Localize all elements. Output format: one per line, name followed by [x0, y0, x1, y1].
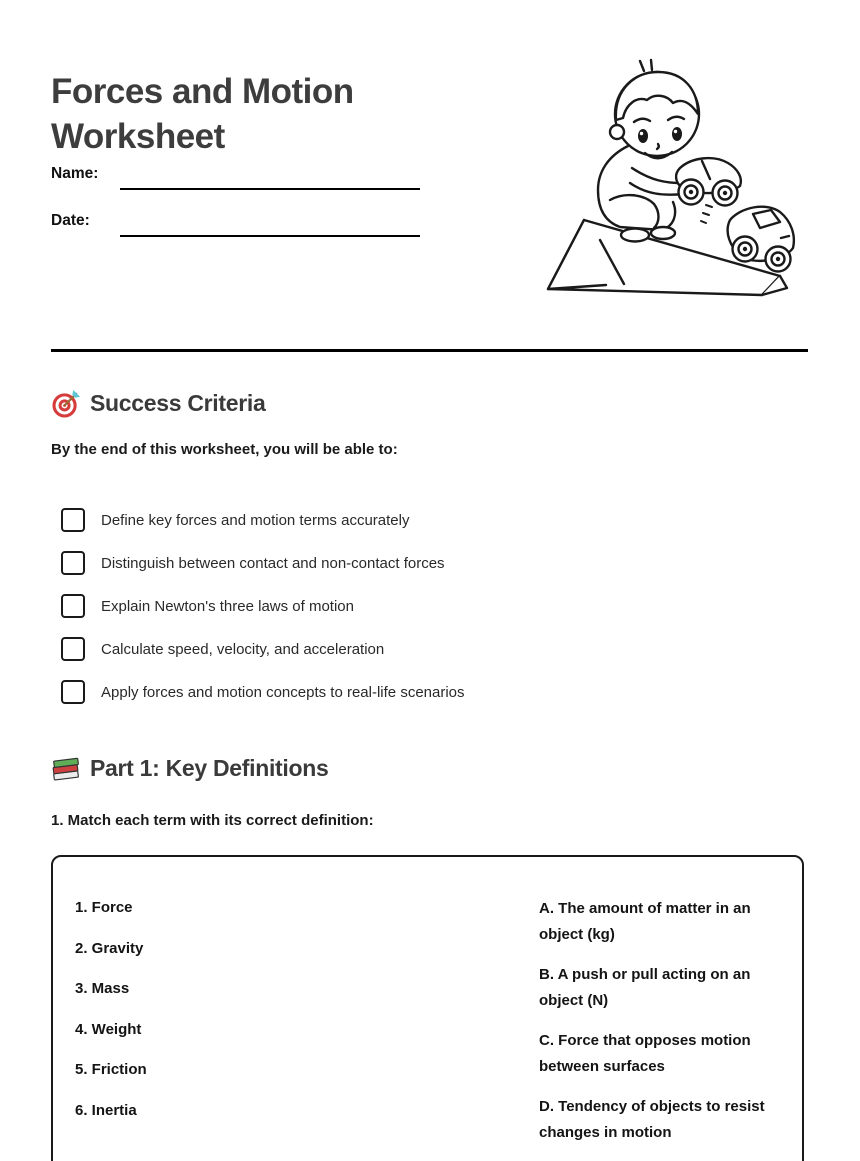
- part1-prompt: 1. Match each term with its correct definition:: [51, 812, 374, 829]
- term-item[interactable]: 2. Gravity: [75, 939, 144, 957]
- checkbox[interactable]: [61, 551, 85, 575]
- part1-heading: [51, 753, 329, 784]
- checklist-row: [61, 552, 445, 574]
- name-label: Name:: [51, 165, 99, 182]
- checklist-item-label: Calculate speed, velocity, and acceleration: [101, 640, 385, 658]
- term-item[interactable]: 3. Mass: [75, 980, 130, 997]
- checklist-item-label: Apply forces and motion concepts to real-life scenarios: [101, 683, 465, 701]
- term-item[interactable]: 1. Force: [75, 899, 133, 916]
- part1-title: Part 1: Key Definitions: [90, 755, 329, 781]
- page-title: Forces and Motion Worksheet: [51, 72, 354, 157]
- checklist-row: [61, 638, 384, 660]
- checkbox[interactable]: [61, 594, 85, 618]
- checklist-item-label: Explain Newton's three laws of motion: [101, 597, 354, 615]
- definition-item[interactable]: D. Tendency of objects to resist changes in motion: [539, 1098, 765, 1141]
- target-icon: [51, 388, 82, 419]
- definition-item[interactable]: B. A push or pull acting on an object (N): [539, 966, 751, 1009]
- checkbox[interactable]: [61, 680, 85, 704]
- terms-column: [75, 898, 147, 1141]
- books-icon: [51, 753, 82, 784]
- checklist-item-label: Define key forces and motion terms accurately: [101, 511, 410, 529]
- checklist-row: [61, 595, 354, 617]
- term-item[interactable]: 5. Friction: [75, 1061, 147, 1078]
- success-criteria-intro: By the end of this worksheet, you will be able to:: [51, 441, 398, 458]
- definitions-column: [539, 896, 791, 1160]
- checkbox[interactable]: [61, 508, 85, 532]
- checklist-item-label: Distinguish between contact and non-contact forces: [101, 554, 445, 572]
- success-criteria-title: Success Criteria: [90, 390, 266, 416]
- term-item[interactable]: 4. Weight: [75, 1020, 142, 1038]
- checklist-row: [61, 681, 465, 703]
- date-input-line[interactable]: [120, 235, 420, 237]
- definition-item[interactable]: C. Force that opposes motion between surfaces: [539, 1032, 751, 1075]
- definition-item[interactable]: A. The amount of matter in an object (kg): [539, 900, 751, 943]
- matching-box: [51, 855, 804, 1161]
- term-item[interactable]: 6. Inertia: [75, 1101, 137, 1119]
- boy-toy-cars-ramp-illustration: [540, 52, 808, 310]
- name-input-line[interactable]: [120, 188, 420, 190]
- date-label: Date:: [51, 212, 90, 229]
- checklist-row: [61, 509, 409, 531]
- checkbox[interactable]: [61, 637, 85, 661]
- section-divider: [51, 349, 808, 352]
- success-criteria-heading: [51, 388, 265, 419]
